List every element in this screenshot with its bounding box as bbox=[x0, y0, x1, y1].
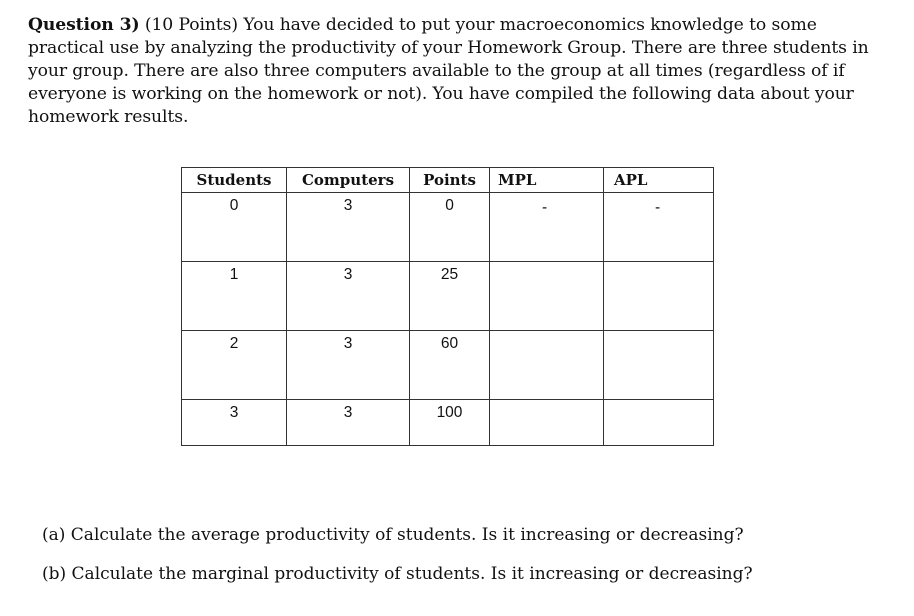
cell-computers: 3 bbox=[287, 400, 410, 446]
header-mpl: MPL bbox=[490, 168, 604, 193]
part-a-question: (a) Calculate the average productivity of students. Is it increasing or decreasing? bbox=[42, 525, 744, 545]
table-row bbox=[182, 193, 714, 262]
question-body: (10 Points) You have decided to put your macroeconomics knowledge to some practical use by analyzing the productivity of your Homework Group. There are three students in your group. There are also three computers available to the group at all times (regardless of if everyone is working on the homework or not). You have compiled the following data about your homework results. bbox=[28, 15, 869, 127]
cell-apl bbox=[604, 262, 714, 331]
table-row bbox=[182, 331, 714, 400]
cell-mpl bbox=[490, 193, 604, 262]
cell-points: 100 bbox=[410, 400, 490, 446]
cell-computers: 3 bbox=[287, 262, 410, 331]
header-students: Students bbox=[182, 168, 287, 193]
cell-students: 0 bbox=[182, 193, 287, 262]
header-computers: Computers bbox=[287, 168, 410, 193]
cell-points: 0 bbox=[410, 193, 490, 262]
table-header-row bbox=[182, 168, 714, 193]
cell-students: 1 bbox=[182, 262, 287, 331]
cell-computers: 3 bbox=[287, 331, 410, 400]
question-text bbox=[28, 14, 890, 129]
part-b-question: (b) Calculate the marginal productivity of students. Is it increasing or decreasing? bbox=[42, 564, 753, 584]
question-heading: Question 3) bbox=[28, 15, 140, 35]
cell-mpl bbox=[490, 400, 604, 446]
cell-students: 2 bbox=[182, 331, 287, 400]
table-row bbox=[182, 262, 714, 331]
cell-computers: 3 bbox=[287, 193, 410, 262]
cell-apl bbox=[604, 400, 714, 446]
cell-points: 60 bbox=[410, 331, 490, 400]
cell-students: 3 bbox=[182, 400, 287, 446]
mpl-dash: - bbox=[542, 199, 548, 216]
cell-apl bbox=[604, 193, 714, 262]
productivity-table bbox=[181, 167, 714, 446]
header-apl: APL bbox=[604, 168, 714, 193]
cell-mpl bbox=[490, 262, 604, 331]
apl-dash: - bbox=[655, 199, 661, 216]
cell-apl bbox=[604, 331, 714, 400]
cell-mpl bbox=[490, 331, 604, 400]
header-points: Points bbox=[410, 168, 490, 193]
table-row bbox=[182, 400, 714, 446]
cell-points: 25 bbox=[410, 262, 490, 331]
